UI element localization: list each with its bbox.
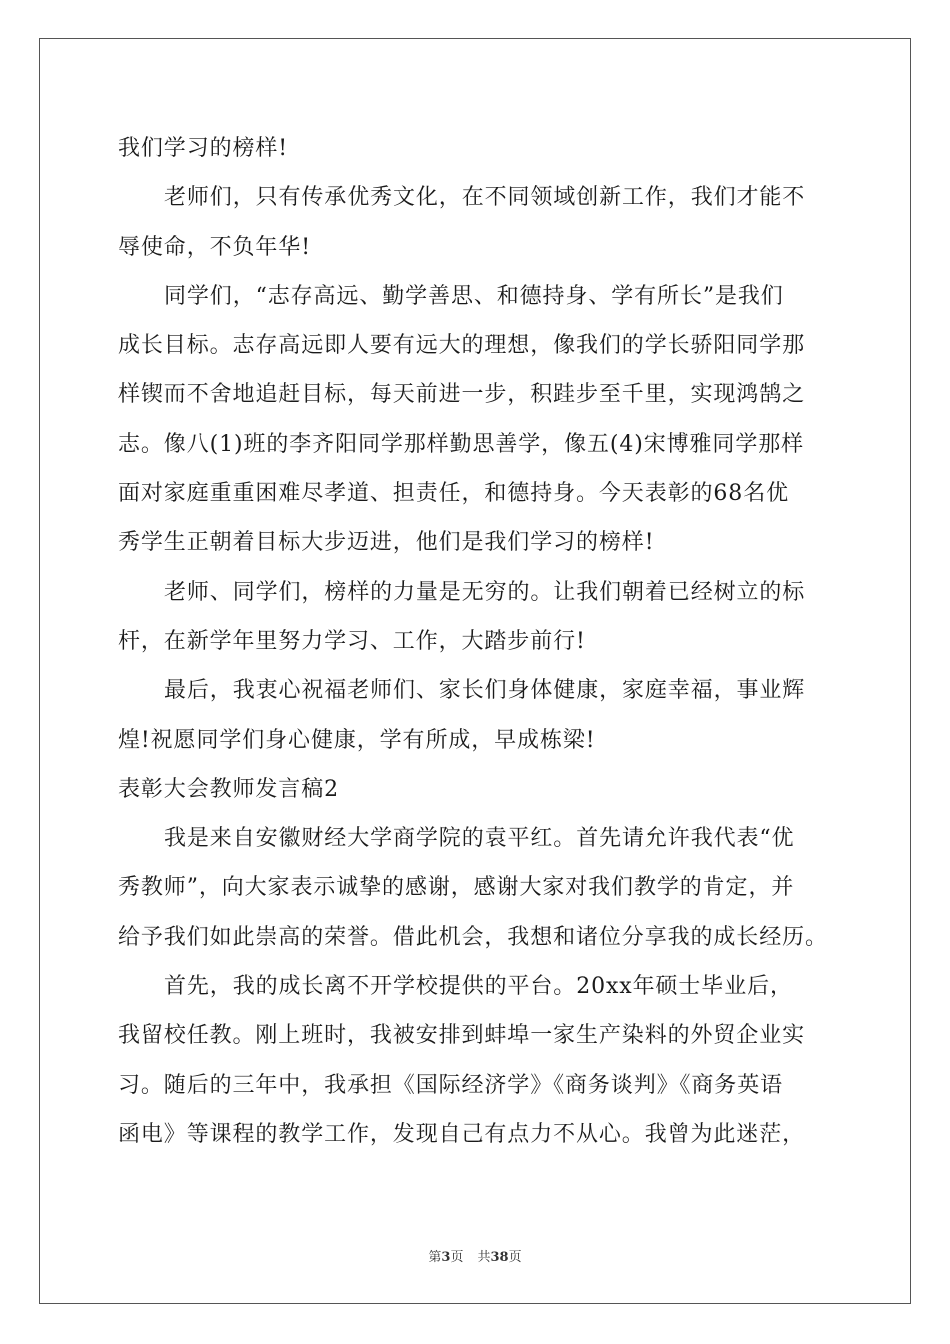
page-footer xyxy=(0,1246,950,1265)
text-line: 面对家庭重重困难尽孝道、担责任，和德持身。今天表彰的68名优 xyxy=(118,481,789,507)
text-line: 杆，在新学年里努力学习、工作，大踏步前行! xyxy=(118,628,586,654)
footer-page-prefix: 第 xyxy=(428,1250,442,1265)
text-line: 习。随后的三年中，我承担《国际经济学》《商务谈判》《商务英语 xyxy=(118,1072,784,1098)
footer-page-number: 3 xyxy=(441,1250,451,1265)
text-line: 最后，我衷心祝福老师们、家长们身体健康，家庭幸福，事业辉 xyxy=(164,678,806,704)
text-line: 老师、同学们，榜样的力量是无穷的。让我们朝着已经树立的标 xyxy=(164,579,806,605)
text-line: 样锲而不舍地追赶目标，每天前进一步，积跬步至千里，实现鸿鹄之 xyxy=(118,382,806,408)
text-line: 我留校任教。刚上班时，我被安排到蚌埠一家生产染料的外贸企业实 xyxy=(118,1023,806,1049)
text-line: 秀学生正朝着目标大步迈进，他们是我们学习的榜样! xyxy=(118,530,655,556)
text-line: 志。像八(1)班的李齐阳同学那样勤思善学，像五(4)宋博雅同学那样 xyxy=(118,431,805,457)
footer-total-suffix: 页 xyxy=(508,1250,522,1265)
text-line: 首先，我的成长离不开学校提供的平台。20xx年硕士毕业后， xyxy=(164,974,793,1000)
footer-page-suffix: 页 xyxy=(450,1250,464,1265)
text-line: 辱使命，不负年华! xyxy=(118,234,311,260)
document-body xyxy=(118,124,848,1159)
text-line: 秀教师”，向大家表示诚挚的感谢，感谢大家对我们教学的肯定，并 xyxy=(118,875,795,901)
text-line: 老师们，只有传承优秀文化，在不同领域创新工作，我们才能不 xyxy=(164,185,806,211)
text-line: 我们学习的榜样! xyxy=(118,136,289,161)
text-line: 表彰大会教师发言稿2 xyxy=(118,776,339,802)
text-line: 函电》等课程的教学工作，发现自己有点力不从心。我曾为此迷茫， xyxy=(118,1121,806,1147)
text-line: 我是来自安徽财经大学商学院的袁平红。首先请允许我代表“优 xyxy=(164,826,795,852)
footer-total-pages: 38 xyxy=(490,1250,509,1265)
text-line: 同学们，“志存高远、勤学善思、和德持身、学有所长”是我们 xyxy=(164,283,784,309)
footer-total-prefix: 共 xyxy=(477,1250,491,1265)
text-line: 煌!祝愿同学们身心健康，学有所成，早成栋梁! xyxy=(118,727,596,753)
text-line: 给予我们如此崇高的荣誉。借此机会，我想和诸位分享我的成长经历。 xyxy=(118,924,828,950)
text-line: 成长目标。志存高远即人要有远大的理想，像我们的学长骄阳同学那 xyxy=(118,333,806,359)
